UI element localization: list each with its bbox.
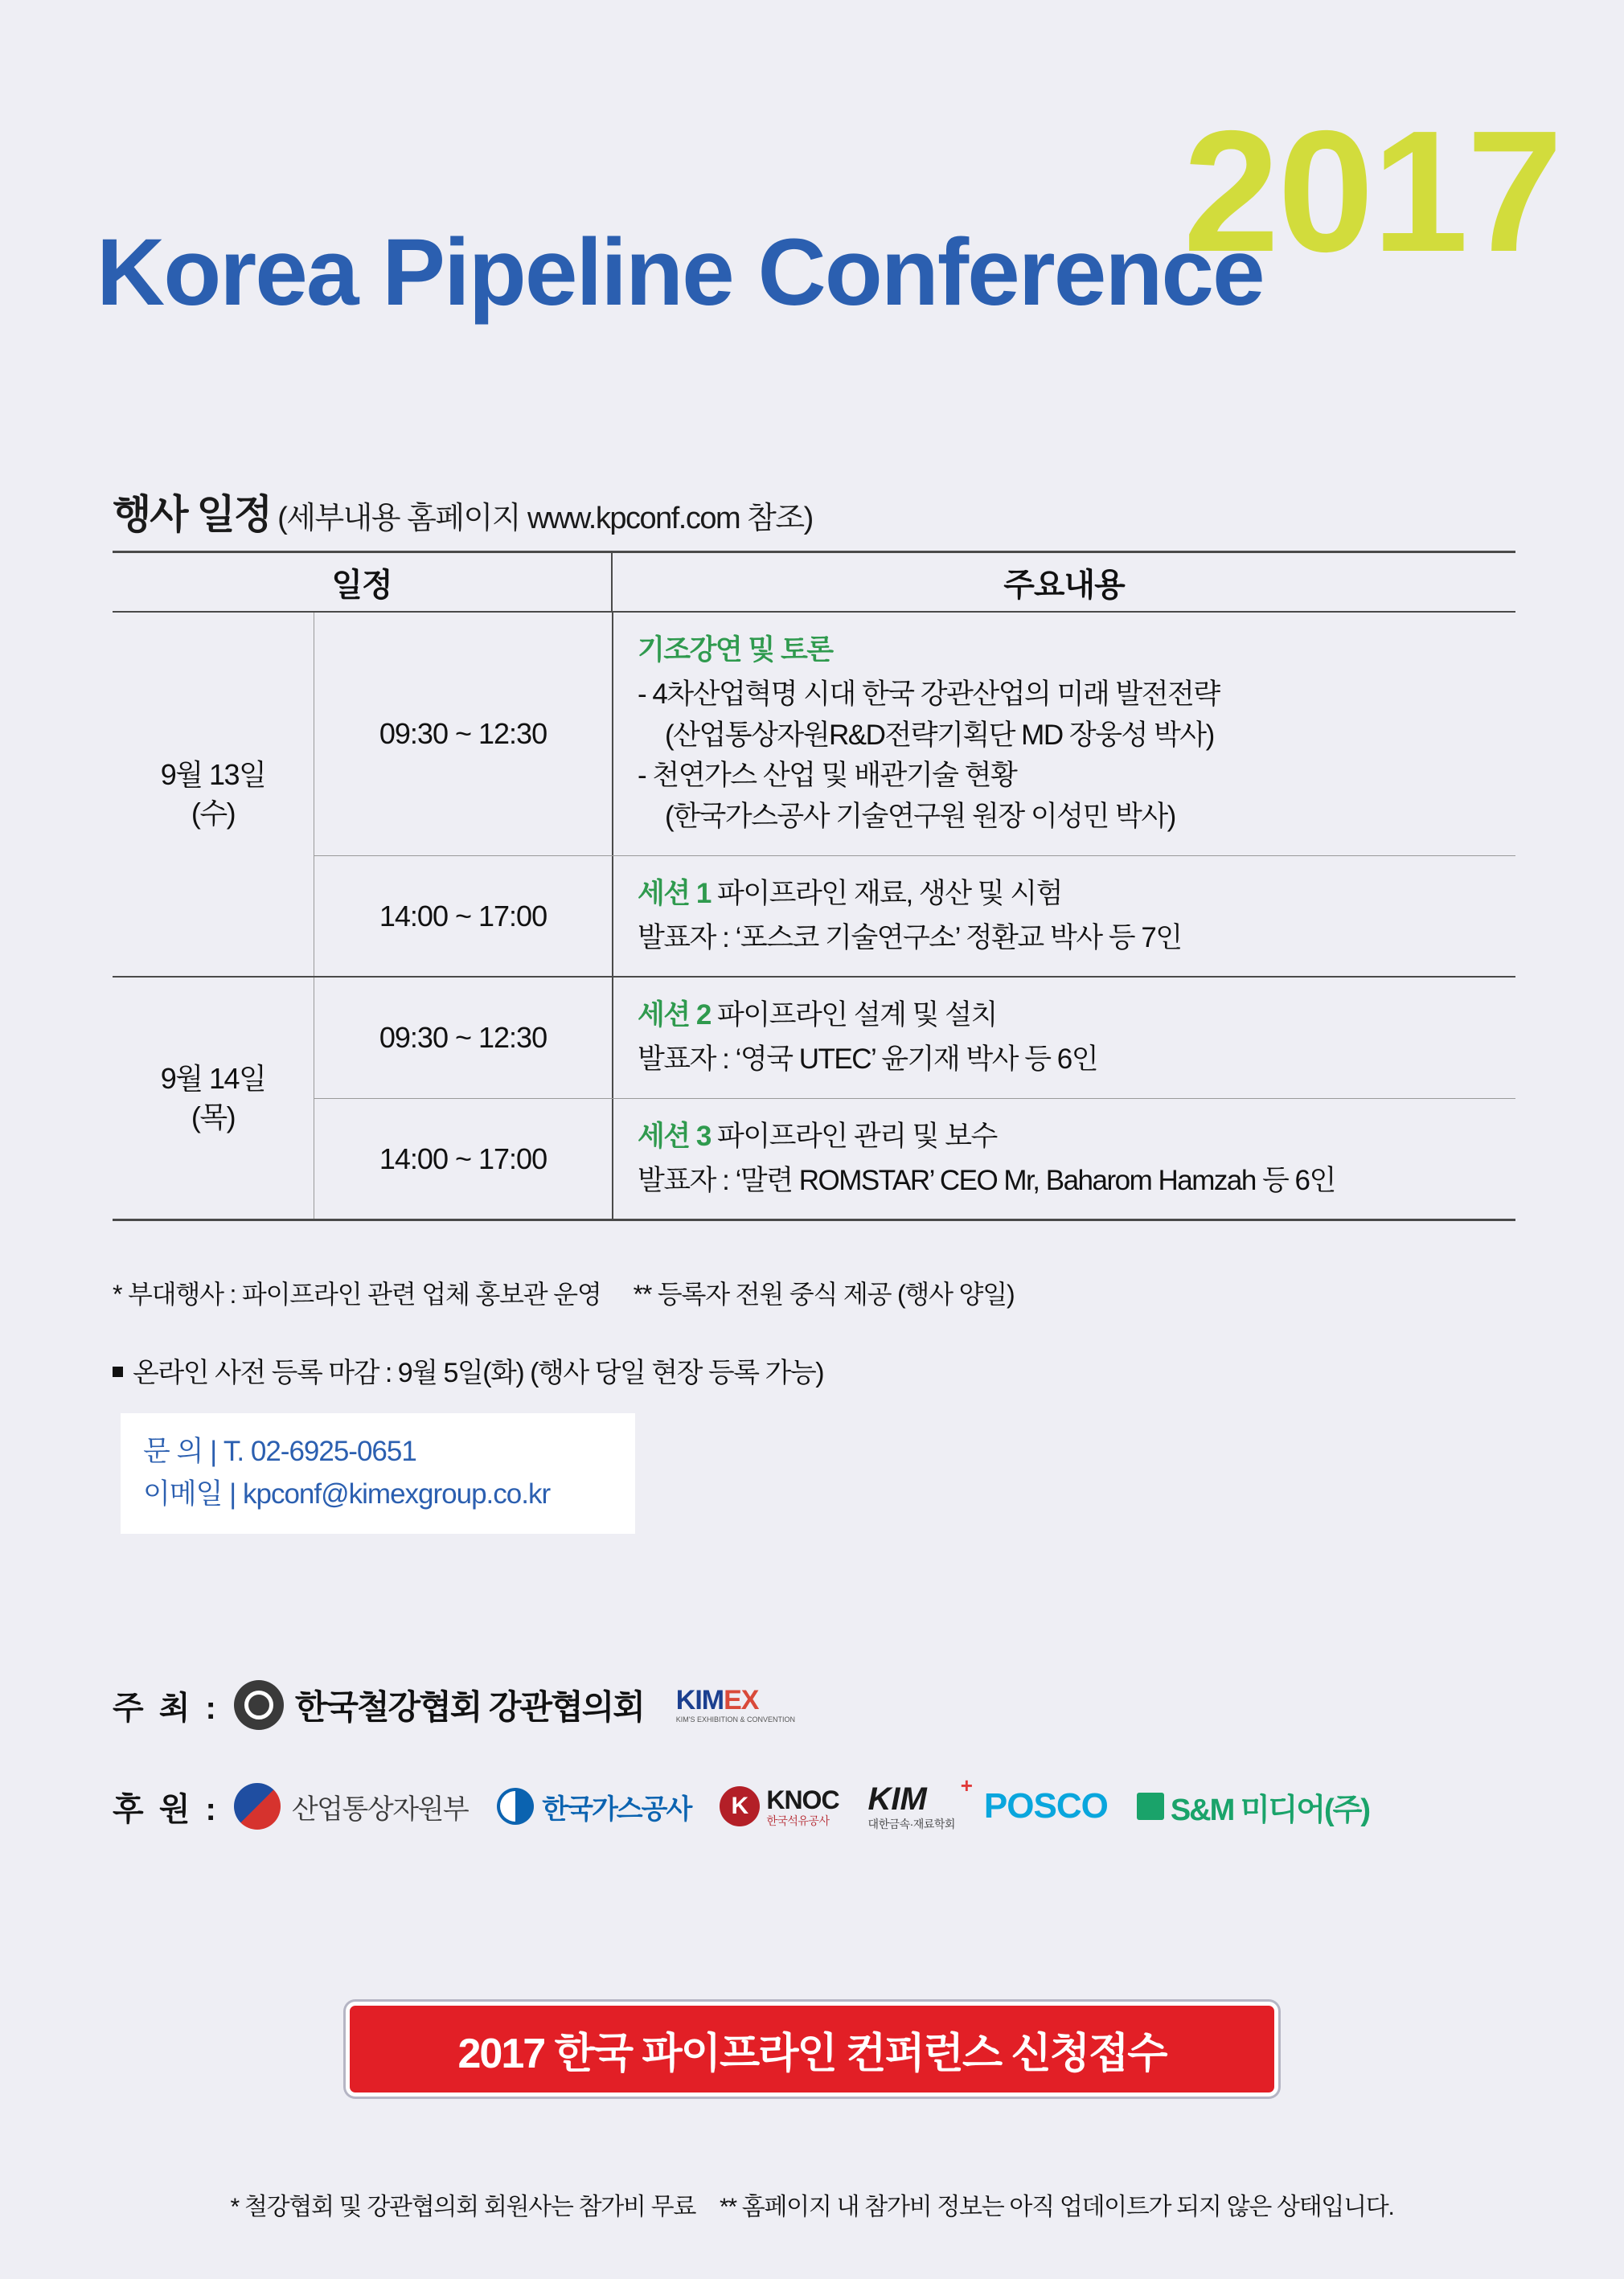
table-header-row <box>113 553 1515 613</box>
plus-icon: + <box>960 1773 973 1797</box>
logo-knoc <box>720 1786 839 1826</box>
registration-note <box>113 1351 823 1390</box>
supporter-name-posco: POSCO <box>983 1786 1108 1826</box>
keynote-line-3: - 천연가스 산업 및 배관기술 현황 <box>638 760 1017 792</box>
contact-phone-line <box>143 1431 635 1474</box>
contact-phone-label: 문 의 | <box>143 1436 217 1467</box>
knoc-subtitle: 한국석유공사 <box>766 1814 830 1827</box>
session-3-topic: 파이프라인 관리 및 보수 <box>717 1120 997 1152</box>
session-2-label: 세션 2 <box>638 999 711 1031</box>
column-header-content: 주요내용 <box>1003 567 1125 603</box>
time-cell: 14:00 ~ 17:00 <box>314 1099 613 1219</box>
session-1-speakers: 발표자 : ‘포스코 기술연구소’ 정환교 박사 등 7인 <box>638 921 1182 953</box>
support-label: 후 원 : <box>113 1791 219 1827</box>
apply-button[interactable] <box>346 2002 1278 2097</box>
host-name-ksa: 한국철강협회 강관협의회 <box>294 1688 644 1726</box>
poster-header <box>0 94 1624 378</box>
contact-email-line <box>143 1474 635 1516</box>
session-3-speakers: 발표자 : ‘말련 ROMSTAR’ CEO Mr, Baharom Hamzah 등 6인 <box>638 1164 1335 1196</box>
footer-note-1: * 철강협회 및 강관협의회 회원사는 참가비 무료 <box>230 2194 696 2220</box>
kimex-subtitle: KIM'S EXHIBITION & CONVENTION <box>675 1715 796 1724</box>
supporter-name-knoc <box>766 1787 839 1826</box>
session-1-heading <box>638 874 1515 915</box>
keynote-line-2: (산업통상자원R&D전략기획단 MD 장웅성 박사) <box>665 719 1214 751</box>
kimex-name-b: EX <box>724 1685 759 1715</box>
side-event-text: * 부대행사 : 파이프라인 관련 업체 홍보관 운영 <box>113 1280 601 1309</box>
schedule-heading-sub: (세부내용 홈페이지 www.kpconf.com 참조) <box>277 502 813 535</box>
logo-kimex <box>676 1687 795 1724</box>
keynote-line-4: (한국가스공사 기술연구원 원장 이성민 박사) <box>665 801 1175 832</box>
supporter-name-motie: 산업통상자원부 <box>291 1793 469 1825</box>
table-row <box>314 856 1515 977</box>
logo-posco <box>984 1786 1108 1826</box>
knoc-name-text: KNOC <box>766 1785 839 1814</box>
content-cell <box>613 856 1515 977</box>
date-cell-day1 <box>113 613 314 976</box>
lunch-note-text: ** 등록자 전원 중식 제공 (행사 양일) <box>633 1280 1015 1309</box>
schedule-heading <box>113 482 813 540</box>
contact-box <box>121 1413 635 1534</box>
host-label: 주 최 : <box>113 1690 219 1726</box>
session-2-topic: 파이프라인 설계 및 설치 <box>717 999 997 1031</box>
logo-kogas <box>497 1787 691 1826</box>
date-cell-day1-line1: 9월 13일 <box>160 757 266 791</box>
keynote-line-1: - 4차산업혁명 시대 한국 강관산업의 미래 발전전략 <box>638 678 1220 710</box>
session-2-heading <box>638 995 1515 1036</box>
supporter-name-kogas: 한국가스공사 <box>542 1793 691 1825</box>
time-cell: 14:00 ~ 17:00 <box>314 856 613 977</box>
schedule-table <box>113 551 1515 1221</box>
session-3-heading <box>638 1117 1515 1158</box>
date-cell-day2-line1: 9월 14일 <box>160 1061 266 1095</box>
session-1-label: 세션 1 <box>638 877 711 909</box>
content-cell <box>613 1099 1515 1219</box>
logo-sm-media <box>1137 1785 1369 1829</box>
host-row <box>113 1680 795 1730</box>
kimex-name-a: KIM <box>675 1685 724 1715</box>
session-3-label: 세션 3 <box>638 1120 711 1152</box>
schedule-heading-main: 행사 일정 <box>113 492 272 537</box>
table-row <box>314 1099 1515 1219</box>
kim-subtitle: 대한금속·재료학회 <box>867 1818 955 1830</box>
column-header-date: 일정 <box>113 553 613 611</box>
side-event-note <box>113 1274 1014 1311</box>
time-cell: 09:30 ~ 12:30 <box>314 613 613 855</box>
keynote-title: 기조강연 및 토론 <box>638 634 833 666</box>
page-title: Korea Pipeline Conference <box>96 219 1264 326</box>
date-cell-day2 <box>113 978 314 1219</box>
logo-motie <box>234 1783 468 1830</box>
apply-button-label: 2017 한국 파이프라인 컨퍼런스 신청접수 <box>457 2030 1167 2077</box>
logo-kim <box>867 1773 973 1830</box>
sm-icon <box>1137 1793 1164 1820</box>
contact-email-value[interactable]: kpconf@kimexgroup.co.kr <box>242 1478 551 1510</box>
table-group-day1 <box>113 613 1515 978</box>
contact-phone-value[interactable]: T. 02-6925-0651 <box>223 1436 416 1467</box>
table-row <box>314 613 1515 856</box>
supporter-name-sm-media: S&M 미디어(주) <box>1170 1793 1369 1827</box>
kim-name-text: KIM <box>867 1781 927 1817</box>
content-cell <box>613 978 1515 1098</box>
year-text: 2017 <box>1183 94 1561 288</box>
date-cell-day1-line2: (수) <box>191 797 236 830</box>
footer-note-2: ** 홈페이지 내 참가비 정보는 아직 업데이트가 되지 않은 상태입니다. <box>720 2194 1394 2220</box>
knoc-icon: K <box>720 1786 760 1826</box>
time-cell: 09:30 ~ 12:30 <box>314 978 613 1098</box>
kogas-icon <box>497 1788 534 1825</box>
seal-icon <box>234 1680 284 1730</box>
session-1-topic: 파이프라인 재료, 생산 및 시험 <box>717 877 1062 909</box>
contact-email-label: 이메일 | <box>143 1478 236 1510</box>
logo-korea-steel-association <box>234 1680 644 1730</box>
session-2-speakers: 발표자 : ‘영국 UTEC’ 윤기재 박사 등 6인 <box>638 1043 1098 1075</box>
square-bullet-icon <box>113 1367 123 1377</box>
date-cell-day2-line2: (목) <box>191 1101 236 1134</box>
content-cell <box>613 613 1515 855</box>
kim-icon <box>867 1773 973 1830</box>
supporter-row <box>113 1773 1398 1830</box>
registration-note-text: 온라인 사전 등록 마감 : 9월 5일(화) (행사 당일 현장 등록 가능) <box>133 1358 824 1388</box>
footer-notes <box>0 2187 1624 2222</box>
table-row <box>314 978 1515 1099</box>
table-group-day2 <box>113 978 1515 1219</box>
taegeuk-icon <box>234 1783 281 1830</box>
